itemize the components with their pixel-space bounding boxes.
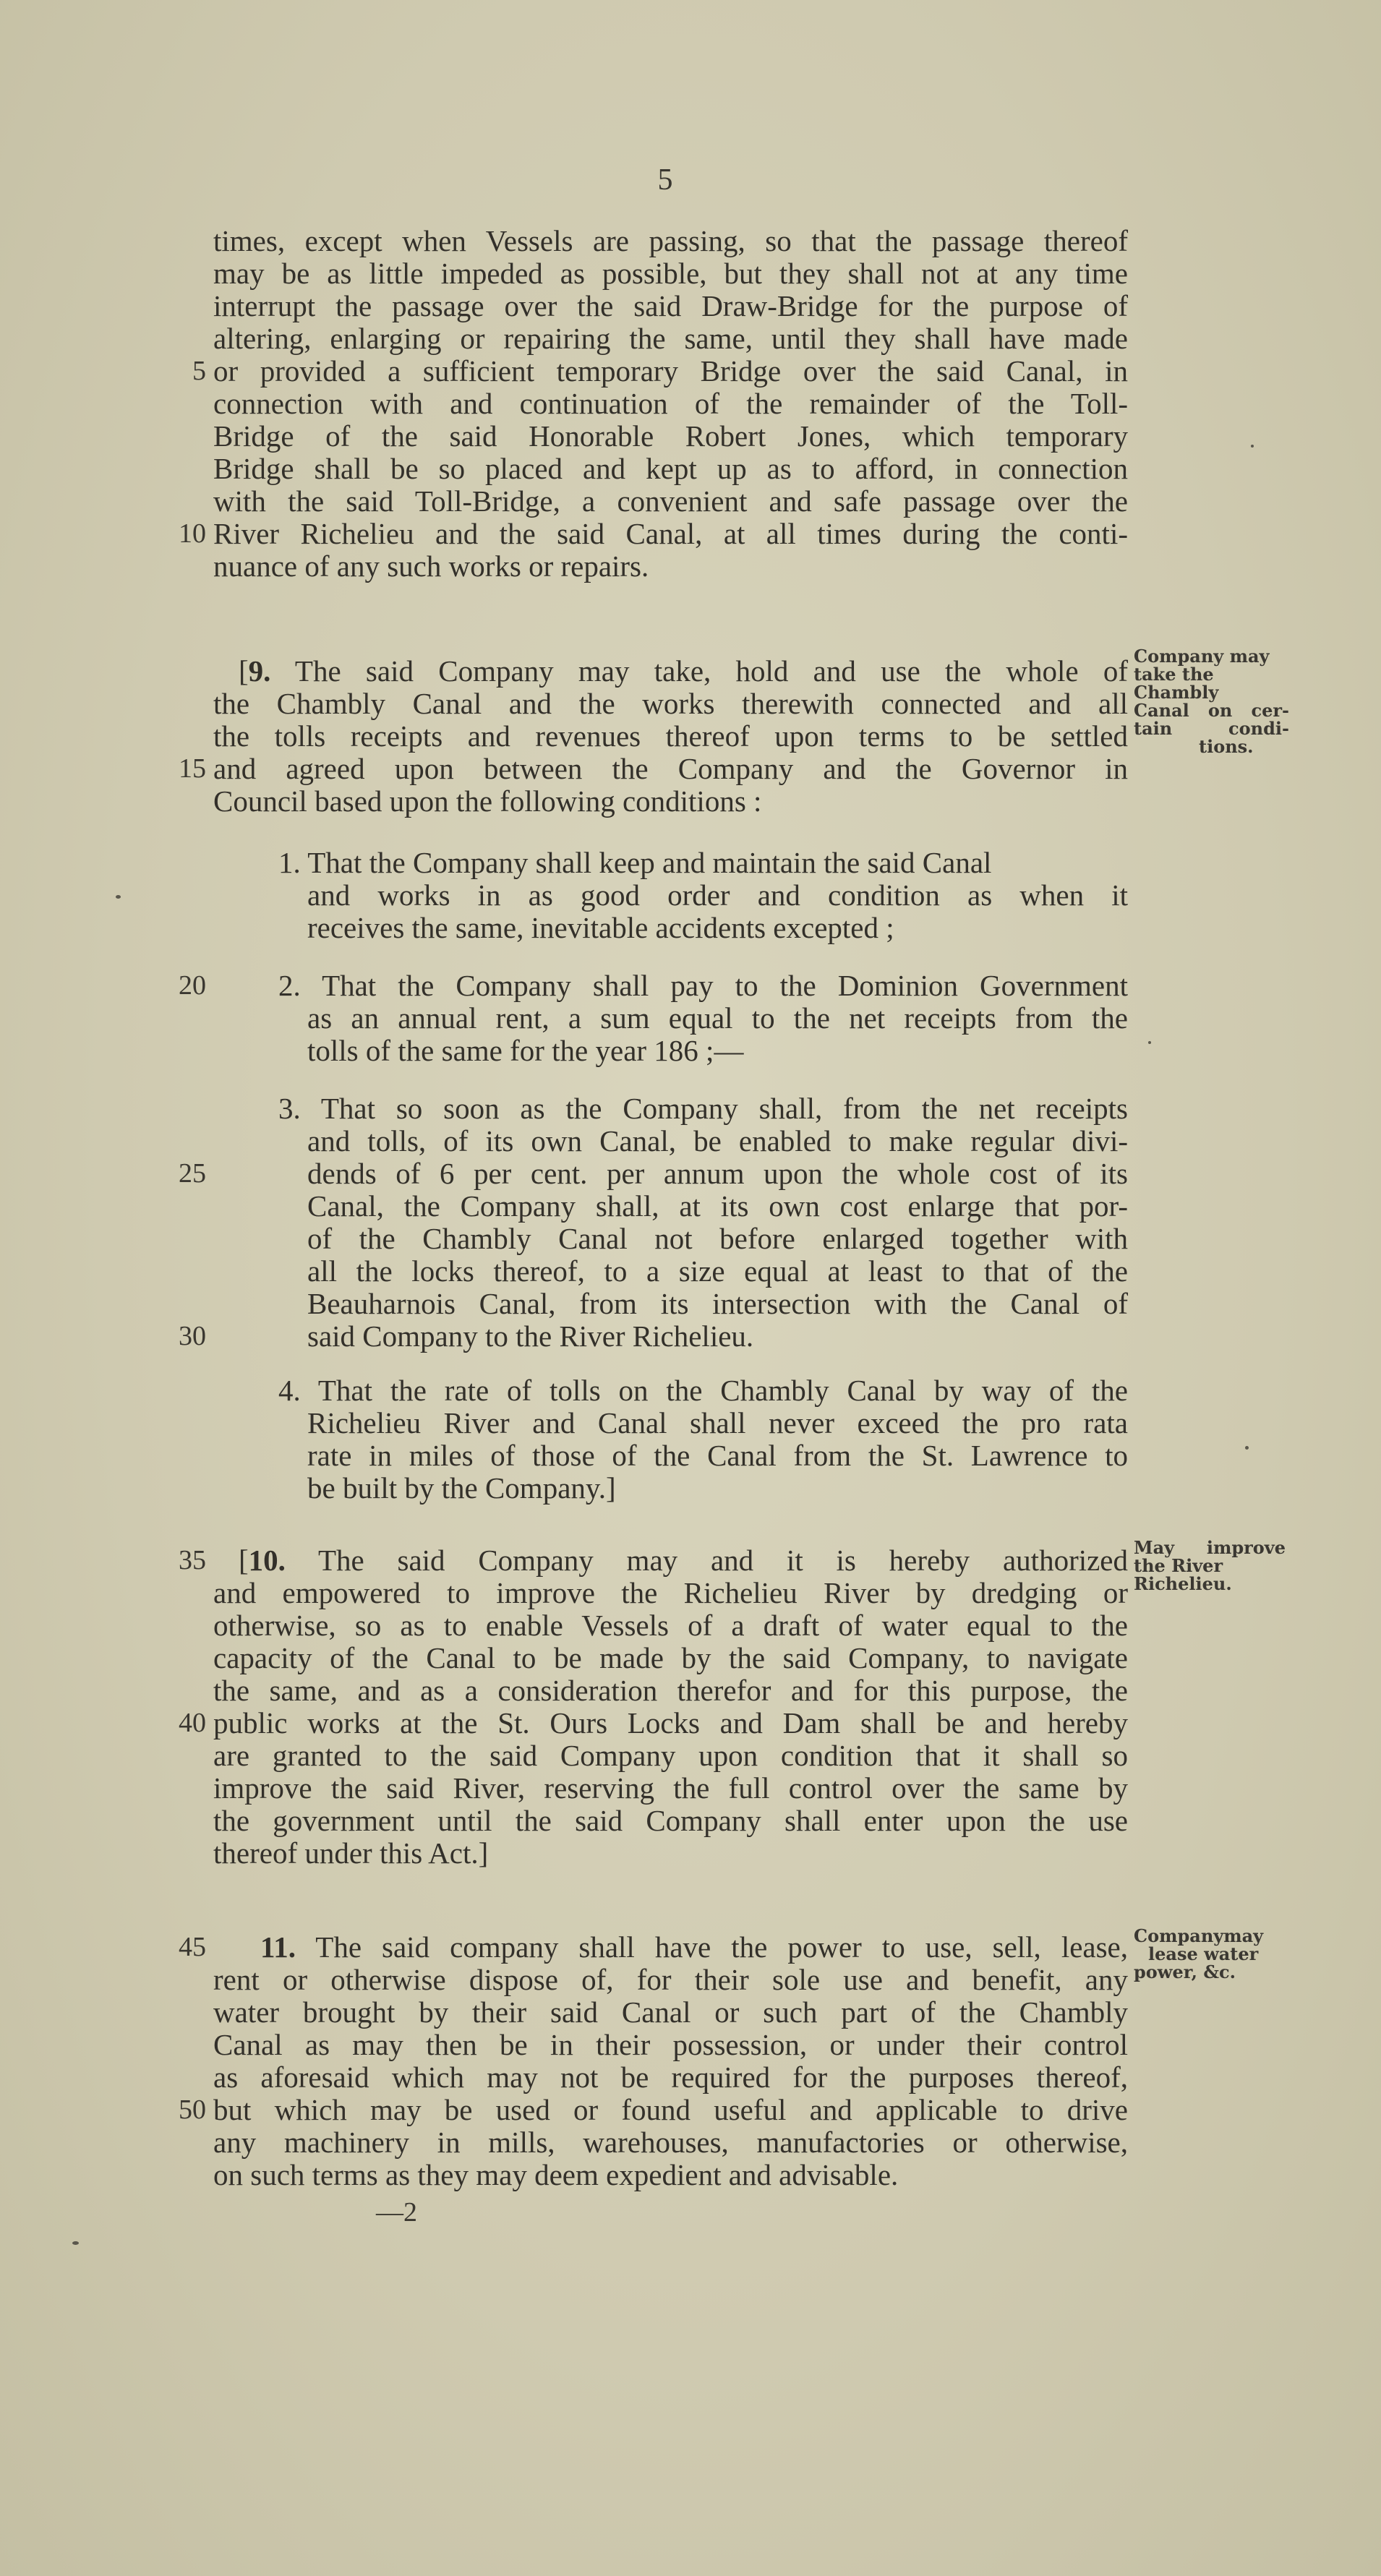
condition-2-line: 2. That the Company shall pay to the Dominion Government bbox=[278, 969, 1128, 1002]
text-line: River Richelieu and the said Canal, at all times during the conti- bbox=[213, 517, 1128, 550]
text-line: with the said Toll-Bridge, a convenient and safe passage over the bbox=[213, 484, 1128, 518]
margin-note-section-10: May improve the River Richelieu. bbox=[1134, 1537, 1286, 1594]
text-line: nuance of any such works or repairs. bbox=[213, 549, 649, 583]
condition-1-line: 1. That the Company shall keep and maintain the said Canal bbox=[278, 846, 992, 879]
condition-3-line: and tolls, of its own Canal, be enabled to make regular divi- bbox=[307, 1124, 1128, 1158]
text-line: on such terms as they may deem expedient and advisable. bbox=[213, 2158, 899, 2191]
condition-3-line: Beauharnois Canal, from its intersection with the Canal of bbox=[307, 1287, 1128, 1320]
section-11-first-line: 11. The said company shall have the power to use, sell, lease, bbox=[260, 1930, 1129, 1964]
text-line: as aforesaid which may not be required for the purposes thereof, bbox=[213, 2061, 1128, 2094]
text-line: altering, enlarging or repairing the same, until they shall have made bbox=[213, 322, 1128, 355]
section-number: 10. bbox=[248, 1544, 286, 1577]
condition-4-line: Richelieu River and Canal shall never exceed the pro rata bbox=[307, 1406, 1128, 1439]
condition-1-line: and works in as good order and condition as when it bbox=[307, 878, 1128, 912]
text-line: may be as little impeded as possible, but they shall not at any time bbox=[213, 257, 1128, 290]
text-line: Bridge of the said Honorable Robert Jones, which temporary bbox=[213, 419, 1128, 453]
condition-4-line: rate in miles of those of the Canal from the St. Lawrence to bbox=[307, 1439, 1128, 1472]
text-line: thereof under this Act.] bbox=[213, 1836, 489, 1870]
text-line: the Chambly Canal and the works therewith connected and all bbox=[213, 687, 1128, 720]
condition-3-line: Canal, the Company shall, at its own cost enlarge that por- bbox=[307, 1189, 1128, 1223]
page-number: 5 bbox=[657, 163, 673, 197]
line-number: 40 bbox=[179, 1708, 206, 1738]
text-line: improve the said River, reserving the full control over the same by bbox=[213, 1771, 1128, 1805]
text-line: and agreed upon between the Company and the Governor in bbox=[213, 752, 1128, 785]
line-number: 10 bbox=[179, 518, 206, 549]
text-line: but which may be used or found useful and applicable to drive bbox=[213, 2093, 1128, 2126]
line-number: 15 bbox=[179, 753, 206, 784]
scan-speck bbox=[1148, 1041, 1151, 1044]
text-line: otherwise, so as to enable Vessels of a draft of water equal to the bbox=[213, 1609, 1128, 1642]
line-number: 30 bbox=[179, 1321, 206, 1351]
condition-2-line: as an annual rent, a sum equal to the net receipts from the bbox=[307, 1001, 1128, 1035]
text-line: the tolls receipts and revenues thereof upon terms to be settled bbox=[213, 719, 1128, 753]
condition-1-line: receives the same, inevitable accidents excepted ; bbox=[307, 911, 894, 944]
condition-4-line: 4. That the rate of tolls on the Chambly Canal by way of the bbox=[278, 1374, 1128, 1407]
condition-3-line: said Company to the River Richelieu. bbox=[307, 1319, 754, 1353]
condition-2-line: tolls of the same for the year 186 ;— bbox=[307, 1034, 744, 1067]
text-line: rent or otherwise dispose of, for their sole use and benefit, any bbox=[213, 1963, 1128, 1996]
line-number: 5 bbox=[192, 356, 206, 386]
signature-mark: —2 bbox=[376, 2197, 417, 2228]
section-10-first-line: [10. The said Company may and it is hereby authorized bbox=[239, 1544, 1129, 1577]
line-number: 45 bbox=[179, 1932, 206, 1962]
text-line: Canal as may then be in their possession, or under their control bbox=[213, 2028, 1128, 2061]
line-number: 20 bbox=[179, 970, 206, 1001]
text-line: or provided a sufficient temporary Bridge over the said Canal, in bbox=[213, 354, 1128, 388]
text-line: Bridge shall be so placed and kept up as to afford, in connection bbox=[213, 452, 1128, 485]
text-line: are granted to the said Company upon condition that it shall so bbox=[213, 1739, 1128, 1772]
text-line: water brought by their said Canal or such part of the Chambly bbox=[213, 1995, 1128, 2029]
text-line: times, except when Vessels are passing, so that the passage thereof bbox=[213, 224, 1128, 257]
condition-3-line: dends of 6 per cent. per annum upon the whole cost of its bbox=[307, 1157, 1128, 1190]
text-line: capacity of the Canal to be made by the said Company, to navigate bbox=[213, 1641, 1128, 1674]
margin-note-section-9: Company may take the Chambly Canal on cer- tain condi- tions. bbox=[1134, 646, 1289, 757]
line-number: 25 bbox=[179, 1158, 206, 1189]
text-line: the government until the said Company shall enter upon the use bbox=[213, 1804, 1128, 1837]
line-number: 35 bbox=[179, 1545, 206, 1575]
text-line: interrupt the passage over the said Draw-Bridge for the purpose of bbox=[213, 289, 1128, 322]
margin-note-section-11: Companymay lease water power, &c. bbox=[1134, 1925, 1264, 1982]
condition-3-line: all the locks thereof, to a size equal at least to that of the bbox=[307, 1254, 1128, 1288]
text-line: the same, and as a consideration therefor and for this purpose, the bbox=[213, 1674, 1128, 1707]
line-number: 50 bbox=[179, 2094, 206, 2125]
section-number: 9. bbox=[248, 654, 271, 688]
text-line: connection with and continuation of the remainder of the Toll- bbox=[213, 387, 1128, 420]
scan-speck bbox=[72, 2241, 79, 2245]
text-line: and empowered to improve the Richelieu River by dredging or bbox=[213, 1576, 1128, 1609]
text-line: Council based upon the following conditions : bbox=[213, 784, 762, 818]
condition-4-line: be built by the Company.] bbox=[307, 1471, 616, 1505]
scan-speck bbox=[1251, 445, 1254, 448]
text-line: any machinery in mills, warehouses, manufactories or otherwise, bbox=[213, 2126, 1128, 2159]
section-number: 11. bbox=[260, 1930, 296, 1964]
scan-speck bbox=[116, 895, 121, 899]
scan-speck bbox=[1245, 1446, 1249, 1450]
condition-3-line: of the Chambly Canal not before enlarged together with bbox=[307, 1222, 1128, 1255]
text-line: public works at the St. Ours Locks and Dam shall be and hereby bbox=[213, 1706, 1128, 1740]
section-9-first-line: [9. The said Company may take, hold and use the whole of bbox=[239, 654, 1128, 688]
condition-3-line: 3. That so soon as the Company shall, from the net receipts bbox=[278, 1092, 1128, 1125]
